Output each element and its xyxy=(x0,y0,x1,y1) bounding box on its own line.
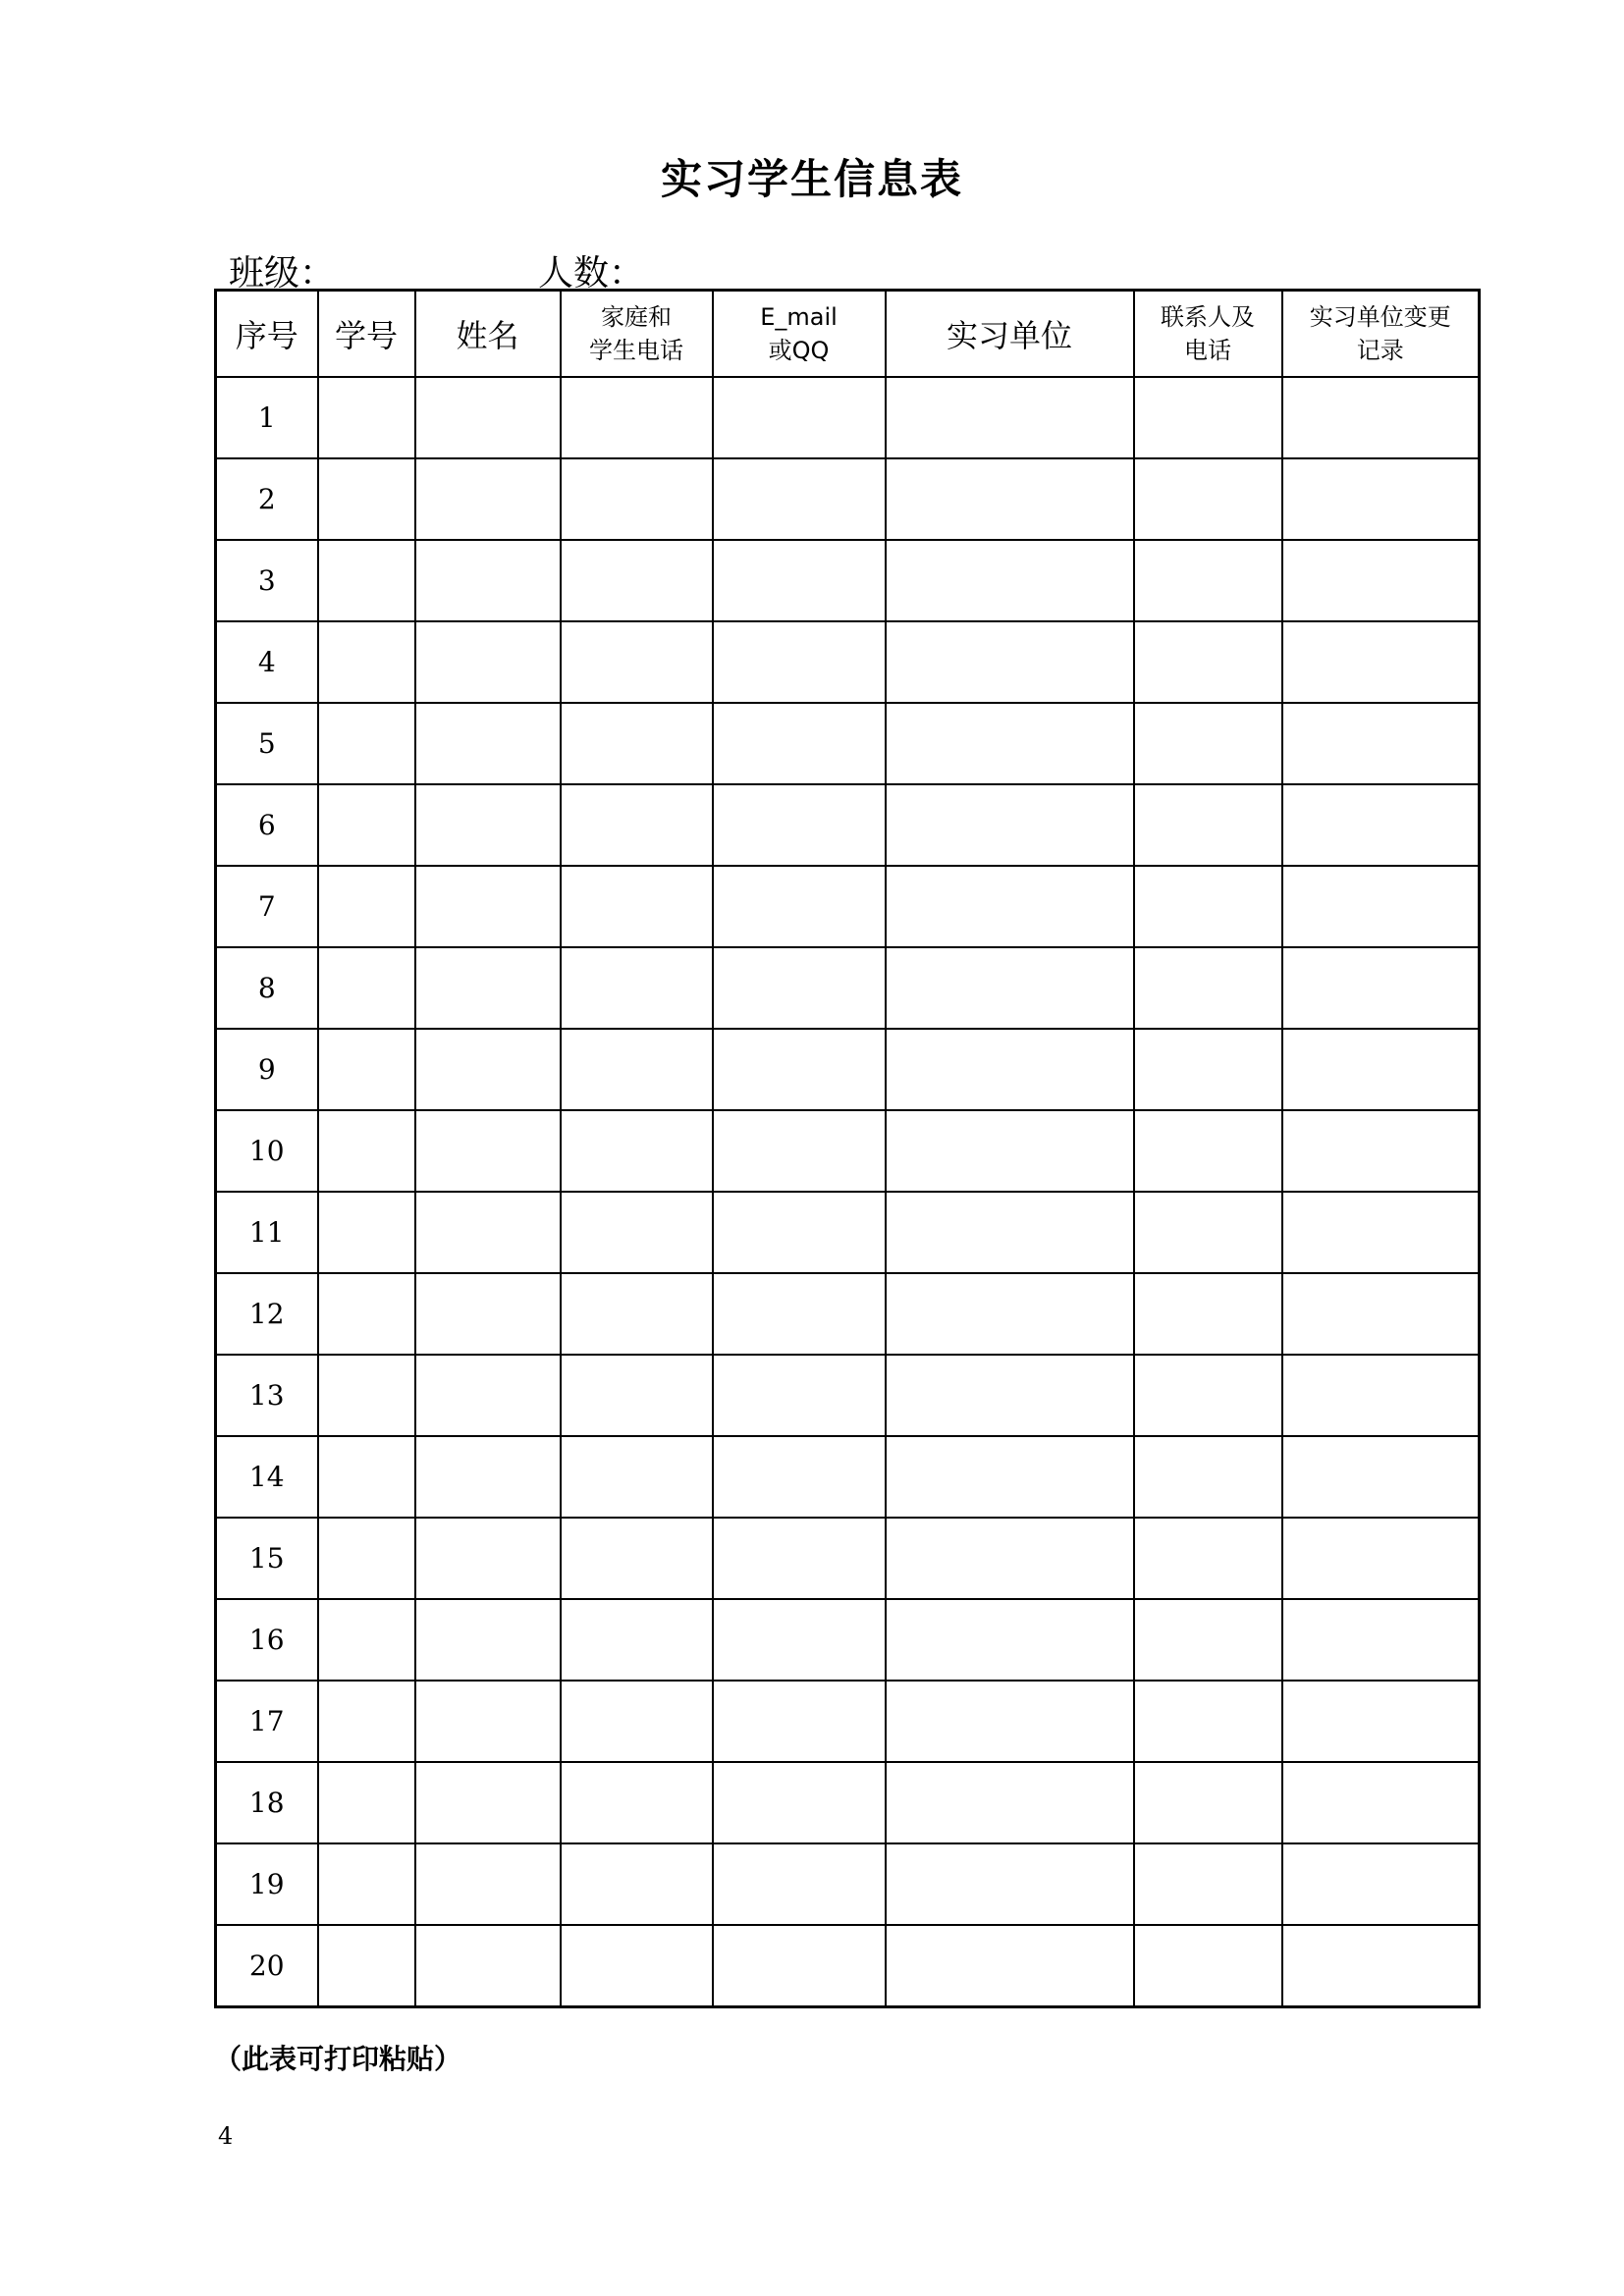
cell-contact[interactable] xyxy=(1134,703,1282,784)
cell-company[interactable] xyxy=(886,1110,1134,1192)
cell-student-id[interactable] xyxy=(318,1925,415,2007)
cell-phone[interactable] xyxy=(561,1273,713,1355)
cell-name[interactable] xyxy=(415,866,561,947)
cell-student-id[interactable] xyxy=(318,1436,415,1518)
table-row xyxy=(216,1681,1480,1762)
col-header-company: 实习单位 xyxy=(886,291,1134,378)
cell-email[interactable] xyxy=(713,1762,886,1843)
cell-name[interactable] xyxy=(415,1436,561,1518)
cell-contact[interactable] xyxy=(1134,1925,1282,2007)
cell-student-id[interactable] xyxy=(318,621,415,703)
cell-email[interactable] xyxy=(713,1843,886,1925)
cell-phone[interactable] xyxy=(561,1762,713,1843)
cell-student-id[interactable] xyxy=(318,1843,415,1925)
table-row xyxy=(216,703,1480,784)
cell-name[interactable] xyxy=(415,1925,561,2007)
cell-change-record[interactable] xyxy=(1282,621,1480,703)
cell-index: 6 xyxy=(216,784,318,866)
cell-phone[interactable] xyxy=(561,621,713,703)
table-row xyxy=(216,1518,1480,1599)
cell-name[interactable] xyxy=(415,1029,561,1110)
col-header-contact-line1: 联系人及 xyxy=(1161,303,1255,331)
cell-change-record[interactable] xyxy=(1282,1436,1480,1518)
cell-name[interactable] xyxy=(415,703,561,784)
cell-student-id[interactable] xyxy=(318,1029,415,1110)
cell-change-record[interactable] xyxy=(1282,1681,1480,1762)
table-row xyxy=(216,947,1480,1029)
cell-change-record[interactable] xyxy=(1282,947,1480,1029)
cell-student-id[interactable] xyxy=(318,377,415,458)
cell-change-record[interactable] xyxy=(1282,1599,1480,1681)
header-row xyxy=(216,291,1480,378)
table-row xyxy=(216,866,1480,947)
cell-email[interactable] xyxy=(713,1110,886,1192)
cell-student-id[interactable] xyxy=(318,784,415,866)
student-info-table xyxy=(214,289,1481,2008)
cell-contact[interactable] xyxy=(1134,1273,1282,1355)
col-header-email-line1: E_mail xyxy=(760,303,838,331)
cell-contact[interactable] xyxy=(1134,1192,1282,1273)
cell-index: 19 xyxy=(216,1843,318,1925)
cell-contact[interactable] xyxy=(1134,1110,1282,1192)
col-header-change-record-line2: 记录 xyxy=(1356,337,1404,364)
student-count-label: 人数： xyxy=(538,253,645,294)
cell-change-record[interactable] xyxy=(1282,1762,1480,1843)
cell-company[interactable] xyxy=(886,1355,1134,1436)
cell-index: 13 xyxy=(216,1355,318,1436)
cell-name[interactable] xyxy=(415,1843,561,1925)
cell-student-id[interactable] xyxy=(318,1273,415,1355)
cell-student-id[interactable] xyxy=(318,1681,415,1762)
cell-phone[interactable] xyxy=(561,1110,713,1192)
cell-company[interactable] xyxy=(886,1192,1134,1273)
cell-company[interactable] xyxy=(886,1843,1134,1925)
cell-company[interactable] xyxy=(886,1518,1134,1599)
cell-company[interactable] xyxy=(886,703,1134,784)
cell-index: 7 xyxy=(216,866,318,947)
cell-change-record[interactable] xyxy=(1282,1518,1480,1599)
cell-change-record[interactable] xyxy=(1282,1843,1480,1925)
cell-name[interactable] xyxy=(415,1681,561,1762)
cell-email[interactable] xyxy=(713,1192,886,1273)
cell-contact[interactable] xyxy=(1134,784,1282,866)
cell-company[interactable] xyxy=(886,1762,1134,1843)
cell-student-id[interactable] xyxy=(318,1518,415,1599)
col-header-email xyxy=(713,291,886,378)
cell-contact[interactable] xyxy=(1134,1355,1282,1436)
cell-name[interactable] xyxy=(415,1518,561,1599)
cell-contact[interactable] xyxy=(1134,621,1282,703)
cell-company[interactable] xyxy=(886,1273,1134,1355)
cell-contact[interactable] xyxy=(1134,1436,1282,1518)
table-row xyxy=(216,1355,1480,1436)
table-row xyxy=(216,1273,1480,1355)
table-row xyxy=(216,1029,1480,1110)
cell-email[interactable] xyxy=(713,540,886,621)
col-header-index: 序号 xyxy=(216,291,318,378)
col-header-phone-line1: 家庭和 xyxy=(601,303,672,331)
cell-contact[interactable] xyxy=(1134,458,1282,540)
cell-email[interactable] xyxy=(713,1436,886,1518)
cell-company[interactable] xyxy=(886,1029,1134,1110)
cell-name[interactable] xyxy=(415,784,561,866)
cell-student-id[interactable] xyxy=(318,1110,415,1192)
cell-company[interactable] xyxy=(886,784,1134,866)
cell-name[interactable] xyxy=(415,540,561,621)
cell-company[interactable] xyxy=(886,1436,1134,1518)
cell-student-id[interactable] xyxy=(318,1355,415,1436)
cell-name[interactable] xyxy=(415,1192,561,1273)
cell-phone[interactable] xyxy=(561,784,713,866)
table-row xyxy=(216,1762,1480,1843)
cell-index: 11 xyxy=(216,1192,318,1273)
cell-company[interactable] xyxy=(886,1599,1134,1681)
cell-change-record[interactable] xyxy=(1282,1925,1480,2007)
table-row xyxy=(216,621,1480,703)
cell-name[interactable] xyxy=(415,1599,561,1681)
cell-index: 15 xyxy=(216,1518,318,1599)
cell-company[interactable] xyxy=(886,947,1134,1029)
cell-change-record[interactable] xyxy=(1282,784,1480,866)
cell-company[interactable] xyxy=(886,866,1134,947)
cell-index: 8 xyxy=(216,947,318,1029)
table-row xyxy=(216,1843,1480,1925)
table-row xyxy=(216,784,1480,866)
cell-name[interactable] xyxy=(415,377,561,458)
table-row xyxy=(216,1436,1480,1518)
cell-contact[interactable] xyxy=(1134,1518,1282,1599)
cell-email[interactable] xyxy=(713,377,886,458)
cell-name[interactable] xyxy=(415,947,561,1029)
cell-email[interactable] xyxy=(713,1273,886,1355)
cell-phone[interactable] xyxy=(561,377,713,458)
cell-name[interactable] xyxy=(415,1273,561,1355)
page-title: 实习学生信息表 xyxy=(660,155,963,203)
cell-email[interactable] xyxy=(713,1518,886,1599)
cell-student-id[interactable] xyxy=(318,1762,415,1843)
cell-company[interactable] xyxy=(886,458,1134,540)
cell-phone[interactable] xyxy=(561,1599,713,1681)
cell-change-record[interactable] xyxy=(1282,1355,1480,1436)
cell-student-id[interactable] xyxy=(318,458,415,540)
col-header-name: 姓名 xyxy=(415,291,561,378)
cell-change-record[interactable] xyxy=(1282,1110,1480,1192)
cell-phone[interactable] xyxy=(561,703,713,784)
table-row xyxy=(216,1599,1480,1681)
cell-index: 17 xyxy=(216,1681,318,1762)
cell-change-record[interactable] xyxy=(1282,703,1480,784)
cell-name[interactable] xyxy=(415,1762,561,1843)
cell-contact[interactable] xyxy=(1134,377,1282,458)
cell-phone[interactable] xyxy=(561,1436,713,1518)
cell-phone[interactable] xyxy=(561,1681,713,1762)
cell-phone[interactable] xyxy=(561,540,713,621)
cell-email[interactable] xyxy=(713,1681,886,1762)
cell-company[interactable] xyxy=(886,1681,1134,1762)
cell-phone[interactable] xyxy=(561,1925,713,2007)
table-row xyxy=(216,540,1480,621)
cell-change-record[interactable] xyxy=(1282,458,1480,540)
table-row xyxy=(216,1925,1480,2007)
cell-phone[interactable] xyxy=(561,1843,713,1925)
cell-email[interactable] xyxy=(713,458,886,540)
cell-change-record[interactable] xyxy=(1282,1029,1480,1110)
cell-email[interactable] xyxy=(713,1925,886,2007)
cell-index: 16 xyxy=(216,1599,318,1681)
cell-company[interactable] xyxy=(886,540,1134,621)
cell-index: 12 xyxy=(216,1273,318,1355)
page-number: 4 xyxy=(218,2122,234,2150)
cell-index: 4 xyxy=(216,621,318,703)
cell-change-record[interactable] xyxy=(1282,540,1480,621)
cell-student-id[interactable] xyxy=(318,1192,415,1273)
cell-company[interactable] xyxy=(886,1925,1134,2007)
cell-phone[interactable] xyxy=(561,866,713,947)
cell-email[interactable] xyxy=(713,1599,886,1681)
col-header-change-record xyxy=(1282,291,1480,378)
cell-change-record[interactable] xyxy=(1282,1273,1480,1355)
class-label: 班级： xyxy=(229,253,336,294)
table-row xyxy=(216,458,1480,540)
cell-contact[interactable] xyxy=(1134,540,1282,621)
cell-contact[interactable] xyxy=(1134,947,1282,1029)
cell-email[interactable] xyxy=(713,947,886,1029)
cell-email[interactable] xyxy=(713,1029,886,1110)
cell-student-id[interactable] xyxy=(318,1599,415,1681)
cell-name[interactable] xyxy=(415,1355,561,1436)
cell-index: 5 xyxy=(216,703,318,784)
cell-company[interactable] xyxy=(886,621,1134,703)
cell-contact[interactable] xyxy=(1134,1599,1282,1681)
cell-change-record[interactable] xyxy=(1282,866,1480,947)
cell-email[interactable] xyxy=(713,866,886,947)
cell-email[interactable] xyxy=(713,621,886,703)
cell-contact[interactable] xyxy=(1134,866,1282,947)
cell-index: 10 xyxy=(216,1110,318,1192)
cell-index: 14 xyxy=(216,1436,318,1518)
cell-student-id[interactable] xyxy=(318,947,415,1029)
cell-phone[interactable] xyxy=(561,458,713,540)
cell-index: 18 xyxy=(216,1762,318,1843)
cell-contact[interactable] xyxy=(1134,1843,1282,1925)
table-row xyxy=(216,377,1480,458)
cell-index: 2 xyxy=(216,458,318,540)
col-header-phone xyxy=(561,291,713,378)
cell-index: 1 xyxy=(216,377,318,458)
cell-phone[interactable] xyxy=(561,1192,713,1273)
print-note: （此表可打印粘贴） xyxy=(214,2043,462,2075)
cell-phone[interactable] xyxy=(561,1518,713,1599)
cell-student-id[interactable] xyxy=(318,540,415,621)
table-row xyxy=(216,1110,1480,1192)
cell-change-record[interactable] xyxy=(1282,1192,1480,1273)
cell-company[interactable] xyxy=(886,377,1134,458)
col-header-phone-line2: 学生电话 xyxy=(589,337,683,364)
table-row xyxy=(216,1192,1480,1273)
cell-change-record[interactable] xyxy=(1282,377,1480,458)
cell-email[interactable] xyxy=(713,1355,886,1436)
cell-index: 9 xyxy=(216,1029,318,1110)
cell-phone[interactable] xyxy=(561,1029,713,1110)
cell-student-id[interactable] xyxy=(318,866,415,947)
cell-name[interactable] xyxy=(415,1110,561,1192)
cell-index: 20 xyxy=(216,1925,318,2007)
cell-contact[interactable] xyxy=(1134,1681,1282,1762)
col-header-student-id: 学号 xyxy=(318,291,415,378)
cell-email[interactable] xyxy=(713,784,886,866)
cell-student-id[interactable] xyxy=(318,703,415,784)
cell-contact[interactable] xyxy=(1134,1029,1282,1110)
cell-email[interactable] xyxy=(713,703,886,784)
col-header-change-record-line1: 实习单位变更 xyxy=(1309,303,1451,331)
cell-index: 3 xyxy=(216,540,318,621)
col-header-contact xyxy=(1134,291,1282,378)
cell-phone[interactable] xyxy=(561,947,713,1029)
cell-name[interactable] xyxy=(415,458,561,540)
col-header-contact-line2: 电话 xyxy=(1184,337,1231,364)
cell-contact[interactable] xyxy=(1134,1762,1282,1843)
table-body xyxy=(216,377,1480,2007)
col-header-email-line2: 或QQ xyxy=(768,337,830,364)
cell-name[interactable] xyxy=(415,621,561,703)
cell-phone[interactable] xyxy=(561,1355,713,1436)
